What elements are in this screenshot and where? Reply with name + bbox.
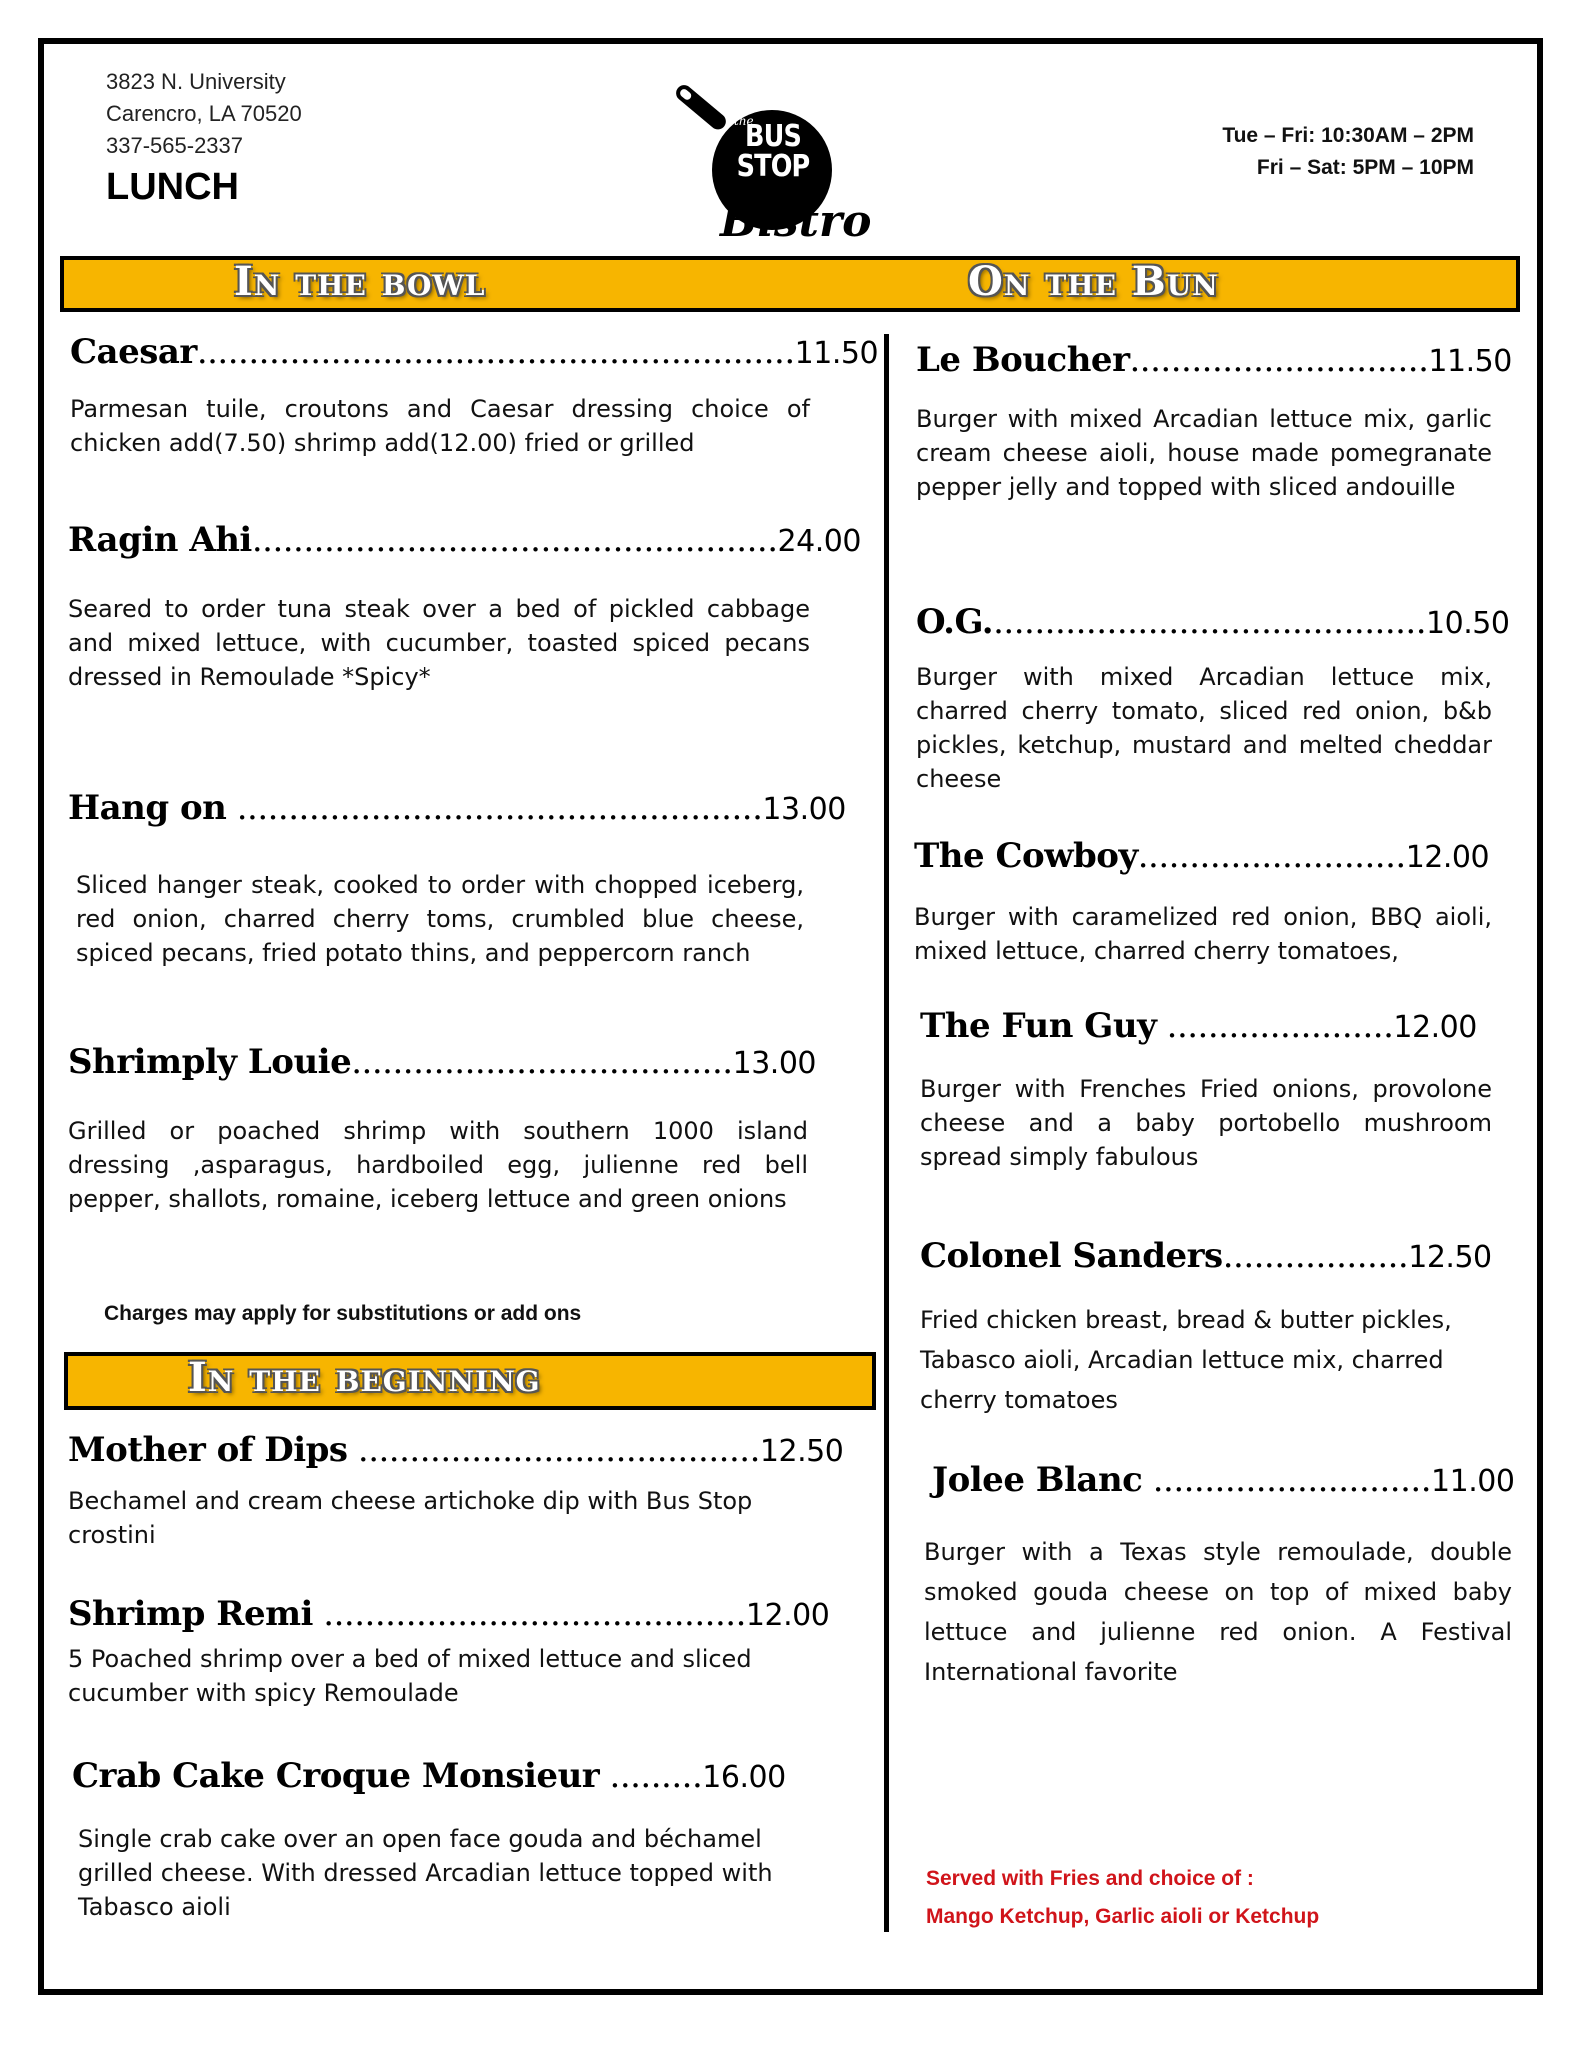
item-name: The Cowboy bbox=[914, 836, 1138, 876]
sides-note-line2: Mango Ketchup, Garlic aioli or Ketchup bbox=[926, 1905, 1320, 1928]
item-leader: ......................................... bbox=[312, 1594, 746, 1634]
item-leader: ..................................... bbox=[351, 1042, 733, 1082]
address-street: 3823 N. University bbox=[106, 69, 286, 94]
phone-number: 337-565-2337 bbox=[106, 133, 244, 158]
item-leader: ......... bbox=[599, 1756, 703, 1796]
item-name: Colonel Sanders bbox=[920, 1236, 1223, 1276]
item-name: Caesar bbox=[70, 332, 197, 372]
menu-item-colonel-sanders bbox=[920, 1234, 1492, 1420]
section-title-beginning: In the beginning bbox=[188, 1354, 541, 1401]
item-description: Burger with mixed Arcadian lettuce mix, garlic cream cheese aioli, house made pomegranate pepper jelly and topped with sliced andouille bbox=[916, 405, 1492, 501]
menu-item-caesar bbox=[70, 330, 879, 460]
hours-weekend: Fri – Sat: 5PM – 10PM bbox=[1256, 156, 1474, 179]
item-description: Single crab cake over an open face gouda and béchamel grilled cheese. With dressed Arcadian lettuce topped with Tabasco aioli bbox=[78, 1825, 773, 1921]
item-name: Jolee Blanc bbox=[932, 1460, 1143, 1500]
item-description: Burger with Frenches Fried onions, provolone cheese and a baby portobello mushroom spread simply fabulous bbox=[920, 1075, 1492, 1171]
item-price: 24.00 bbox=[777, 524, 861, 559]
menu-item-jolee-blanc bbox=[924, 1458, 1515, 1692]
item-name: O.G. bbox=[916, 602, 994, 642]
opening-hours bbox=[1222, 120, 1474, 184]
item-leader: .................. bbox=[1222, 1236, 1409, 1276]
menu-item-ragin-ahi bbox=[68, 518, 861, 694]
substitution-note: Charges may apply for substitutions or add ons bbox=[104, 1302, 582, 1325]
address-city: Carencro, LA 70520 bbox=[106, 101, 302, 126]
item-price: 11.50 bbox=[794, 336, 879, 371]
item-description: Grilled or poached shrimp with southern 1000 island dressing ,asparagus, hardboiled egg, julienne red bell pepper, shallots, romaine, iceberg lettuce and green onions bbox=[68, 1117, 808, 1213]
hours-weekday: Tue – Fri: 10:30AM – 2PM bbox=[1222, 124, 1474, 147]
item-name: Ragin Ahi bbox=[68, 520, 252, 560]
item-name: Le Boucher bbox=[916, 340, 1130, 380]
menu-item-le-boucher bbox=[916, 338, 1512, 504]
item-price: 11.00 bbox=[1431, 1464, 1515, 1499]
item-leader: ...................... bbox=[1156, 1006, 1394, 1046]
item-name: The Fun Guy bbox=[920, 1006, 1157, 1046]
section-banner-beginning bbox=[64, 1352, 876, 1410]
menu-item-mother-of-dips bbox=[68, 1428, 844, 1552]
menu-item-crab-cake-croque-monsieur bbox=[72, 1754, 812, 1924]
item-description: Burger with a Texas style remoulade, double smoked gouda cheese on top of mixed baby lettuce and julienne red onion. A Festival International favorite bbox=[924, 1538, 1512, 1686]
address-block bbox=[106, 66, 302, 162]
menu-item-the-fun-guy bbox=[920, 1004, 1492, 1174]
item-description: Parmesan tuile, croutons and Caesar dressing choice of chicken add(7.50) shrimp add(12.00) fried or grilled bbox=[70, 395, 810, 457]
item-price: 12.00 bbox=[1393, 1010, 1477, 1045]
item-leader: ................................................... bbox=[251, 520, 778, 560]
item-leader: .......................................................... bbox=[196, 332, 795, 372]
item-name: Crab Cake Croque Monsieur bbox=[72, 1756, 600, 1796]
logo-wordmark: BUS STOP bbox=[736, 119, 810, 184]
item-description: Bechamel and cream cheese artichoke dip with Bus Stop crostini bbox=[68, 1487, 753, 1549]
item-price: 12.00 bbox=[1405, 840, 1490, 875]
item-description: 5 Poached shrimp over a bed of mixed lettuce and sliced cucumber with spicy Remoulade bbox=[68, 1645, 752, 1707]
item-price: 12.50 bbox=[1408, 1240, 1492, 1275]
item-price: 12.50 bbox=[759, 1434, 844, 1469]
menu-item-shrimp-remi bbox=[68, 1592, 834, 1710]
logo-script: Bistro bbox=[720, 196, 872, 247]
item-leader: ....................................... bbox=[347, 1430, 760, 1470]
column-divider bbox=[884, 334, 889, 1932]
item-leader: .......................................... bbox=[993, 602, 1427, 642]
menu-item-hang-on bbox=[68, 786, 846, 970]
logo-the: the bbox=[734, 114, 754, 128]
item-description: Seared to order tuna steak over a bed of pickled cabbage and mixed lettuce, with cucumber, toasted spiced pecans dressed in Remoulade *Spicy* bbox=[68, 595, 810, 691]
item-price: 13.00 bbox=[732, 1046, 816, 1081]
menu-item-shrimply-louie bbox=[68, 1040, 816, 1216]
section-title-bun: On the Bun bbox=[968, 258, 1219, 305]
item-description: Fried chicken breast, bread & butter pickles, Tabasco aioli, Arcadian lettuce mix, charred cherry tomatoes bbox=[920, 1306, 1452, 1414]
item-leader: ........................... bbox=[1142, 1460, 1432, 1500]
item-price: 10.50 bbox=[1426, 606, 1510, 641]
item-leader: .......................... bbox=[1137, 836, 1406, 876]
menu-item-og bbox=[916, 600, 1510, 796]
section-banner-top bbox=[60, 256, 1520, 312]
item-price: 16.00 bbox=[702, 1760, 786, 1795]
item-name: Shrimp Remi bbox=[68, 1594, 313, 1634]
sides-note-line1: Served with Fries and choice of : bbox=[926, 1867, 1254, 1890]
item-name: Mother of Dips bbox=[68, 1430, 348, 1470]
item-description: Burger with mixed Arcadian lettuce mix, charred cherry tomato, sliced red onion, b&b pickles, ketchup, mustard and melted cheddar cheese bbox=[916, 663, 1492, 793]
meal-title: LUNCH bbox=[106, 166, 239, 208]
item-leader: ................................................... bbox=[226, 788, 763, 828]
item-name: Hang on bbox=[68, 788, 227, 828]
skillet-icon bbox=[673, 82, 729, 133]
sides-note bbox=[926, 1860, 1319, 1936]
item-price: 11.50 bbox=[1428, 344, 1512, 379]
section-title-bowl: In the bowl bbox=[234, 258, 486, 305]
item-description: Burger with caramelized red onion, BBQ aioli, mixed lettuce, charred cherry tomatoes, bbox=[914, 903, 1492, 965]
item-leader: ............................. bbox=[1129, 340, 1429, 380]
bus-stop-bistro-logo bbox=[672, 70, 872, 250]
item-price: 13.00 bbox=[762, 792, 846, 827]
menu-item-the-cowboy bbox=[914, 834, 1492, 968]
item-name: Shrimply Louie bbox=[68, 1042, 352, 1082]
item-description: Sliced hanger steak, cooked to order with chopped iceberg, red onion, charred cherry toms, crumbled blue cheese, spiced pecans, fried potato thins, and peppercorn ranch bbox=[76, 871, 804, 967]
item-price: 12.00 bbox=[745, 1598, 830, 1633]
